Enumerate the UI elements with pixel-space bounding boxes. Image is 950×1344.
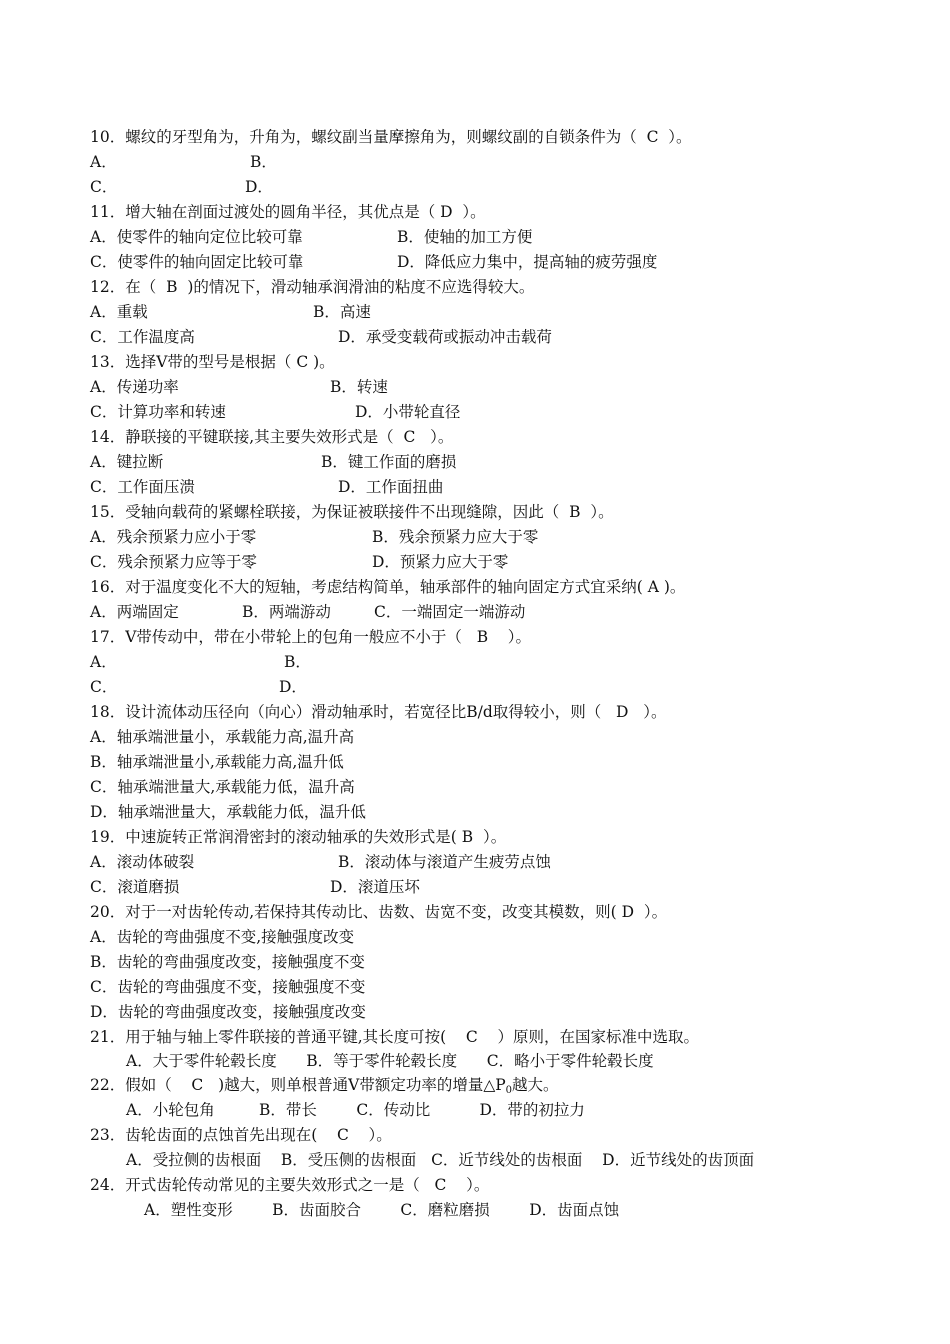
option: D．轴承端泄量大，承载能力低，温升低 [90, 803, 366, 821]
option: A．使零件的轴向定位比较可靠 [90, 228, 303, 246]
question-10: 10．螺纹的牙型角为，升角为，螺纹副当量摩擦角为，则螺纹副的自锁条件为（ C ）。 [90, 128, 692, 146]
option: B．齿轮的弯曲强度改变，接触强度不变 [90, 953, 365, 971]
option-line: A．大于零件轮毂长度 B．等于零件轮毂长度 C．略小于零件轮毂长度 [126, 1052, 654, 1070]
question-text: 22．假如（ C )越大，则单根普通V带额定功率的增量△P [90, 1076, 506, 1094]
option: A． [90, 653, 117, 671]
option: A．键拉断 [90, 453, 164, 471]
option: B．残余预紧力应大于零 [372, 528, 539, 546]
option: A．重载 [90, 303, 148, 321]
option: A． [90, 153, 117, 171]
option: C．使零件的轴向固定比较可靠 [90, 253, 304, 271]
option-line: A．小轮包角 B．带长 C．传动比 D．带的初拉力 [126, 1101, 585, 1119]
option: D．降低应力集中，提高轴的疲劳强度 [397, 253, 658, 271]
option: B．键工作面的磨损 [321, 453, 457, 471]
option-line: A．受拉侧的齿根面 B．受压侧的齿根面 C．近节线处的齿根面 D．近节线处的齿顶面 [126, 1151, 755, 1169]
question-15: 15．受轴向载荷的紧螺栓联接，为保证被联接件不出现缝隙，因此（ B ）。 [90, 503, 614, 521]
question-23: 23．齿轮齿面的点蚀首先出现在( C ）。 [90, 1126, 392, 1144]
option: C．计算功率和转速 [90, 403, 226, 421]
option: D． [279, 678, 307, 696]
option: B．轴承端泄量小,承载能力高,温升低 [90, 753, 344, 771]
option: D．齿轮的弯曲强度改变，接触强度改变 [90, 1003, 366, 1021]
question-17: 17．V带传动中，带在小带轮上的包角一般应不小于（ B ）。 [90, 628, 532, 646]
option: B．两端游动 [242, 603, 331, 621]
option: B． [284, 653, 311, 671]
option: A．传递功率 [90, 378, 179, 396]
option-line: A．塑性变形 B．齿面胶合 C．磨粒磨损 D．齿面点蚀 [144, 1201, 620, 1219]
question-12: 12．在（ B )的情况下，滑动轴承润滑油的粘度不应选得较大。 [90, 278, 535, 296]
option: C． [90, 178, 118, 196]
question-11: 11．增大轴在剖面过渡处的圆角半径，其优点是（ D ）。 [90, 203, 486, 221]
option: A．两端固定 [90, 603, 179, 621]
option: C．残余预紧力应等于零 [90, 553, 257, 571]
question-14: 14．静联接的平键联接,其主要失效形式是（ C ）。 [90, 428, 454, 446]
question-21: 21．用于轴与轴上零件联接的普通平键,其长度可按( C ）原则，在国家标准中选取。 [90, 1028, 699, 1046]
option: D．预紧力应大于零 [372, 553, 509, 571]
question-text: 越大。 [512, 1076, 559, 1094]
option: A．轴承端泄量小，承载能力高,温升高 [90, 728, 355, 746]
option: B．使轴的加工方便 [397, 228, 533, 246]
option: C．工作温度高 [90, 328, 195, 346]
question-22 [90, 1075, 559, 1095]
question-19: 19．中速旋转正常润滑密封的滚动轴承的失效形式是( B ）。 [90, 828, 507, 846]
option: D．小带轮直径 [355, 403, 461, 421]
option: D．承受变载荷或振动冲击载荷 [338, 328, 552, 346]
option: C．滚道磨损 [90, 878, 180, 896]
question-20: 20．对于一对齿轮传动,若保持其传动比、齿数、齿宽不变，改变其模数，则( D ）。 [90, 903, 668, 921]
option: A．齿轮的弯曲强度不变,接触强度改变 [90, 928, 355, 946]
option: B．滚动体与滚道产生疲劳点蚀 [338, 853, 551, 871]
question-24: 24．开式齿轮传动常见的主要失效形式之一是（ C ）。 [90, 1176, 490, 1194]
option: A．滚动体破裂 [90, 853, 195, 871]
option: B．高速 [313, 303, 371, 321]
option: C．一端固定一端游动 [374, 603, 526, 621]
question-13: 13．选择V带的型号是根据（ C )。 [90, 353, 335, 371]
option: D．滚道压坏 [330, 878, 420, 896]
subscript: 0 [505, 1085, 513, 1096]
question-18: 18．设计流体动压径向（向心）滑动轴承时，若宽径比B/d取得较小，则（ D ）。 [90, 703, 667, 721]
option: C． [90, 678, 118, 696]
option: C．齿轮的弯曲强度不变，接触强度不变 [90, 978, 366, 996]
option: B． [250, 153, 277, 171]
option: C．轴承端泄量大,承载能力低，温升高 [90, 778, 355, 796]
option: B．转速 [330, 378, 388, 396]
option: C．工作面压溃 [90, 478, 195, 496]
option: D．工作面扭曲 [338, 478, 444, 496]
option: D． [245, 178, 273, 196]
question-16: 16．对于温度变化不大的短轴，考虑结构简单，轴承部件的轴向固定方式宜采纳( A )。 [90, 578, 686, 596]
option: A．残余预紧力应小于零 [90, 528, 257, 546]
